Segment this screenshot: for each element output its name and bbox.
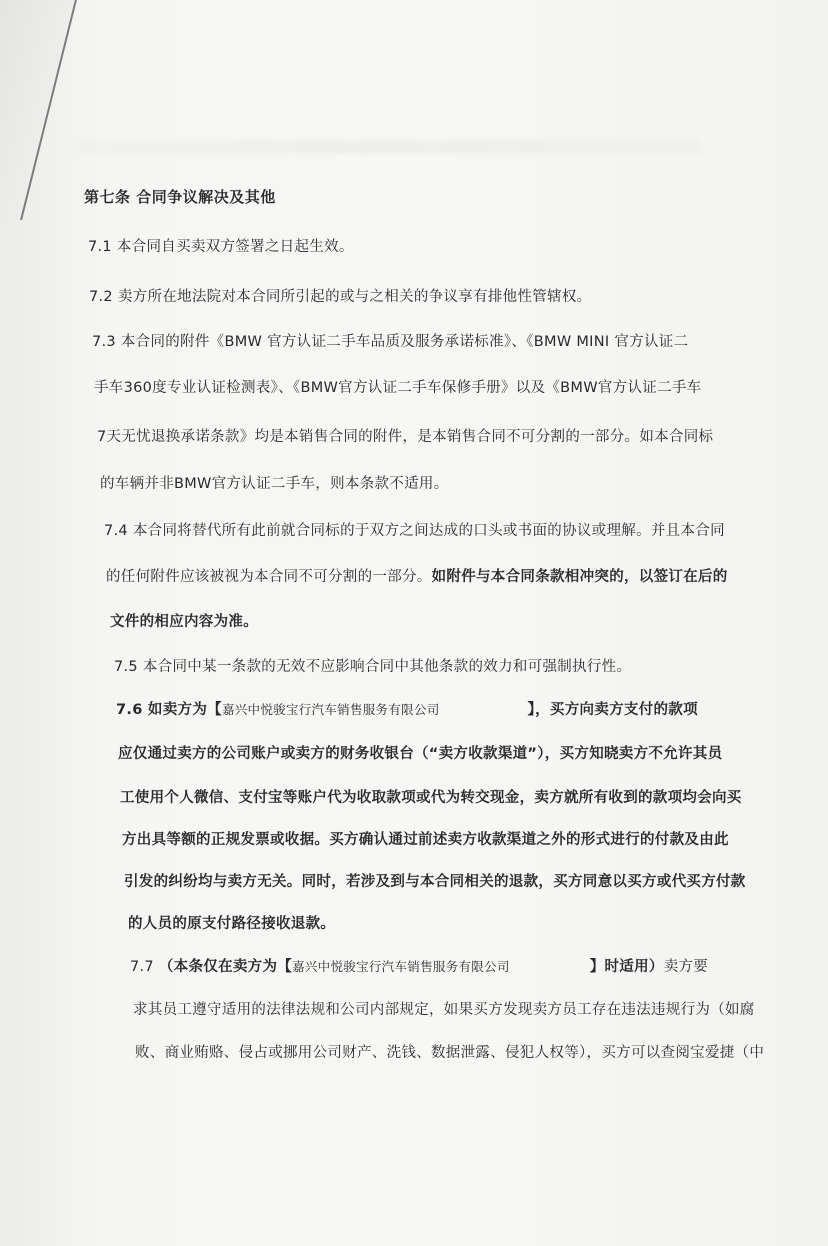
clause-7-1: 7.1 本合同自买卖双方签署之日起生效。 [88, 239, 354, 255]
seller-company-name: 嘉兴中悦骏宝行汽车销售服务有限公司 [221, 702, 440, 717]
clause-7-7-line-2: 求其员工遵守适用的法律法规和公司内部规定，如果买方发现卖方员工存在违法违规行为（如腐 [133, 1002, 755, 1018]
clause-7-4-line-1: 7.4 本合同将替代所有此前就合同标的于双方之间达成的口头或书面的协议或理解。并且本合同 [104, 523, 725, 539]
clause-7-7-condition-suffix: 】时适用） [589, 959, 664, 975]
clause-7-3-line-3: 7天无忧退换承诺条款》均是本销售合同的附件，是本销售合同不可分割的一部分。如本合同标 [97, 429, 714, 445]
clause-7-6-line-6: 的人员的原支付路径接收退款。 [128, 916, 336, 932]
clause-7-6-prefix: 7.6 如卖方为【 [116, 702, 222, 718]
clause-7-4-bold-text: 如附件与本合同条款相冲突的，以签订在后的 [431, 569, 728, 585]
clause-7-2: 7.2 卖方所在地法院对本合同所引起的或与之相关的争议享有排他性管辖权。 [89, 289, 592, 305]
clause-7-5: 7.5 本合同中某一条款的无效不应影响合同中其他条款的效力和可强制执行性。 [114, 659, 632, 675]
clause-7-7-number: 7.7 [130, 959, 159, 975]
clause-7-4-line-2 [106, 565, 728, 586]
clause-7-6-line-4: 方出具等额的正规发票或收据。买方确认通过前述卖方收款渠道之外的形式进行的付款及由此 [122, 832, 729, 848]
bleed-through-text [80, 140, 700, 154]
clause-7-7-condition-prefix: （本条仅在卖方为【 [158, 959, 293, 975]
clause-7-4-text: 的任何附件应该被视为本合同不可分割的一部分。 [106, 569, 432, 585]
clause-7-6-line-5: 引发的纠纷均与卖方无关。同时，若涉及到与本合同相关的退款，买方同意以买方或代买方付款 [124, 874, 746, 890]
section-title: 第七条 合同争议解决及其他 [84, 188, 276, 206]
seller-company-name-2: 嘉兴中悦骏宝行汽车销售服务有限公司 [292, 959, 510, 974]
clause-7-7-tail: 卖方要 [663, 959, 709, 975]
clause-7-7-line-1 [130, 955, 708, 976]
clause-7-6-suffix: 】，买方向卖方支付的款项 [527, 702, 698, 718]
clause-7-6-line-1 [116, 698, 698, 719]
clause-7-6-line-2: 应仅通过卖方的公司账户或卖方的财务收银台（“卖方收款渠道”），买方知晓卖方不允许其员 [118, 746, 723, 762]
page-fold-edge [0, 0, 82, 220]
clause-7-6-line-3: 工使用个人微信、支付宝等账户代为收取款项或代为转交现金，卖方就所有收到的款项均会向买 [120, 790, 742, 806]
clause-7-7-line-3: 败、商业贿赂、侵占或挪用公司财产、洗钱、数据泄露、侵犯人权等），买方可以查阅宝爱捷（中 [135, 1045, 765, 1061]
clause-7-3-line-1: 7.3 本合同的附件《BMW 官方认证二手车品质及服务承诺标准》、《BMW MINI 官方认证二 [92, 334, 689, 350]
clause-7-3-line-2: 手车360度专业认证检测表》、《BMW官方认证二手车保修手册》以及《BMW官方认证二手车 [94, 380, 702, 396]
clause-7-4-line-3: 文件的相应内容为准。 [110, 614, 258, 630]
clause-7-3-line-4: 的车辆并非BMW官方认证二手车，则本条款不适用。 [100, 476, 449, 492]
